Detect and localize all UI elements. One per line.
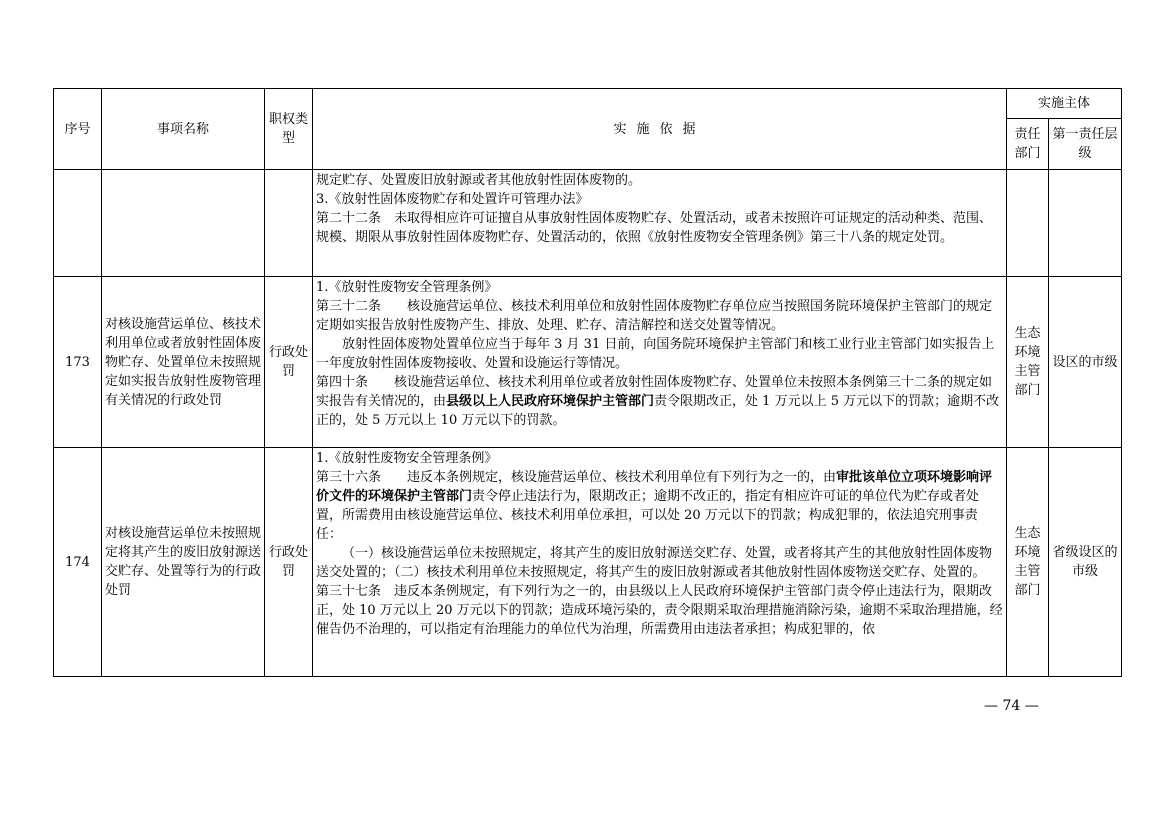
row-power-type: 行政处罚 bbox=[265, 277, 313, 448]
basis-line: 3.《放射性固体废物贮存和处置许可管理办法》 bbox=[316, 192, 589, 207]
basis-line: 1.《放射性废物安全管理条例》 bbox=[316, 451, 498, 466]
row-level bbox=[1049, 170, 1122, 277]
basis-line: 第三十二条 核设施营运单位、核技术利用单位和放射性固体废物贮存单位应当按照国务院环境保护主管部门的规定定期如实报告放射性废物产生、排放、处理、贮存、清洁解控和送交处置等情况。 bbox=[316, 299, 993, 333]
row-power-type bbox=[265, 170, 313, 277]
basis-line: 第三十六条 违反本条例规定，核设施营运单位、核技术利用单位有下列行为之一的，由审批该单位立项环境影响评价文件的环境保护主管部门责令停止违法行为，限期改正；逾期不改正的，指定有相应许可证的单位代为贮存或者处置，所需费用由核设施营运单位、核技术利用单位承担，可以处 20 万元以下的罚款；构成犯罪的，依法追究刑事责任： bbox=[316, 470, 993, 542]
header-seq: 序号 bbox=[54, 89, 102, 170]
header-dept: 责任部门 bbox=[1007, 119, 1049, 170]
basis-line: 1.《放射性废物安全管理条例》 bbox=[316, 280, 498, 295]
basis-line: 第三十七条 违反本条例规定，有下列行为之一的，由县级以上人民政府环境保护主管部门责令停止违法行为，限期改正，处 10 万元以上 20 万元以下的罚款；造成环境污染的，责令限期采取治理措施消除污染，逾期不采取治理措施，经催告仍不治理的，可以指定有治理能力的单位代为治理，所需费用由违法者承担；构成犯罪的，依 bbox=[316, 584, 1003, 637]
page-number: — 74 — bbox=[984, 698, 1039, 714]
row-dept: 生态环境主管部门 bbox=[1007, 448, 1049, 677]
basis-line: （一）核设施营运单位未按照规定，将其产生的废旧放射源送交贮存、处置，或者将其产生的其他放射性固体废物送交处置的；（二）核技术利用单位未按照规定，将其产生的废旧放射源或者其他放射性固体废物送交贮存、处置的。 bbox=[316, 546, 993, 580]
row-level: 省级设区的市级 bbox=[1049, 448, 1122, 677]
basis-line: 第二十二条 未取得相应许可证擅自从事放射性固体废物贮存、处置活动，或者未按照许可证规定的活动种类、范围、规模、期限从事放射性固体废物贮存、处置活动的，依照《放射性废物安全管理条例》第三十八条的规定处罚。 bbox=[316, 211, 993, 245]
row-basis bbox=[313, 448, 1007, 677]
table-row bbox=[54, 277, 1122, 448]
row-basis bbox=[313, 170, 1007, 277]
header-entity: 实施主体 bbox=[1007, 89, 1122, 119]
table-row bbox=[54, 448, 1122, 677]
bold-authority: 县级以上人民政府环境保护主管部门 bbox=[446, 394, 655, 409]
table-row bbox=[54, 170, 1122, 277]
row-seq: 174 bbox=[54, 448, 102, 677]
row-power-type: 行政处罚 bbox=[265, 448, 313, 677]
row-basis bbox=[313, 277, 1007, 448]
header-item-name: 事项名称 bbox=[102, 89, 265, 170]
row-item-name bbox=[102, 170, 265, 277]
row-seq: 173 bbox=[54, 277, 102, 448]
bold-authority: 审批该单位立项环境影响评价文件的环境保护主管部门 bbox=[316, 470, 993, 504]
row-dept: 生态环境主管部门 bbox=[1007, 277, 1049, 448]
header-power-type: 职权类型 bbox=[265, 89, 313, 170]
header-level: 第一责任层级 bbox=[1049, 119, 1122, 170]
header-row-1 bbox=[54, 89, 1122, 119]
row-dept bbox=[1007, 170, 1049, 277]
basis-line: 放射性固体废物处置单位应当于每年 3 月 31 日前，向国务院环境保护主管部门和核工业行业主管部门如实报告上一年度放射性固体废物接收、处置和设施运行等情况。 bbox=[316, 337, 995, 371]
row-item-name: 对核设施营运单位、核技术利用单位或者放射性固体废物贮存、处置单位未按照规定如实报告放射性废物管理有关情况的行政处罚 bbox=[102, 277, 265, 448]
basis-line: 规定贮存、处置废旧放射源或者其他放射性固体废物的。 bbox=[316, 173, 642, 188]
row-level: 设区的市级 bbox=[1049, 277, 1122, 448]
basis-line: 第四十条 核设施营运单位、核技术利用单位或者放射性固体废物贮存、处置单位未按照本条例第三十二条的规定如实报告有关情况的，由县级以上人民政府环境保护主管部门责令限期改正，处 1 万元以上 5 万元以下的罚款；逾期不改正的，处 5 万元以上 10 万元以下的罚款。 bbox=[316, 375, 1000, 428]
row-item-name: 对核设施营运单位未按照规定将其产生的废旧放射源送交贮存、处置等行为的行政处罚 bbox=[102, 448, 265, 677]
row-seq bbox=[54, 170, 102, 277]
power-list-table bbox=[53, 88, 1122, 677]
header-basis: 实施依据 bbox=[313, 89, 1007, 170]
